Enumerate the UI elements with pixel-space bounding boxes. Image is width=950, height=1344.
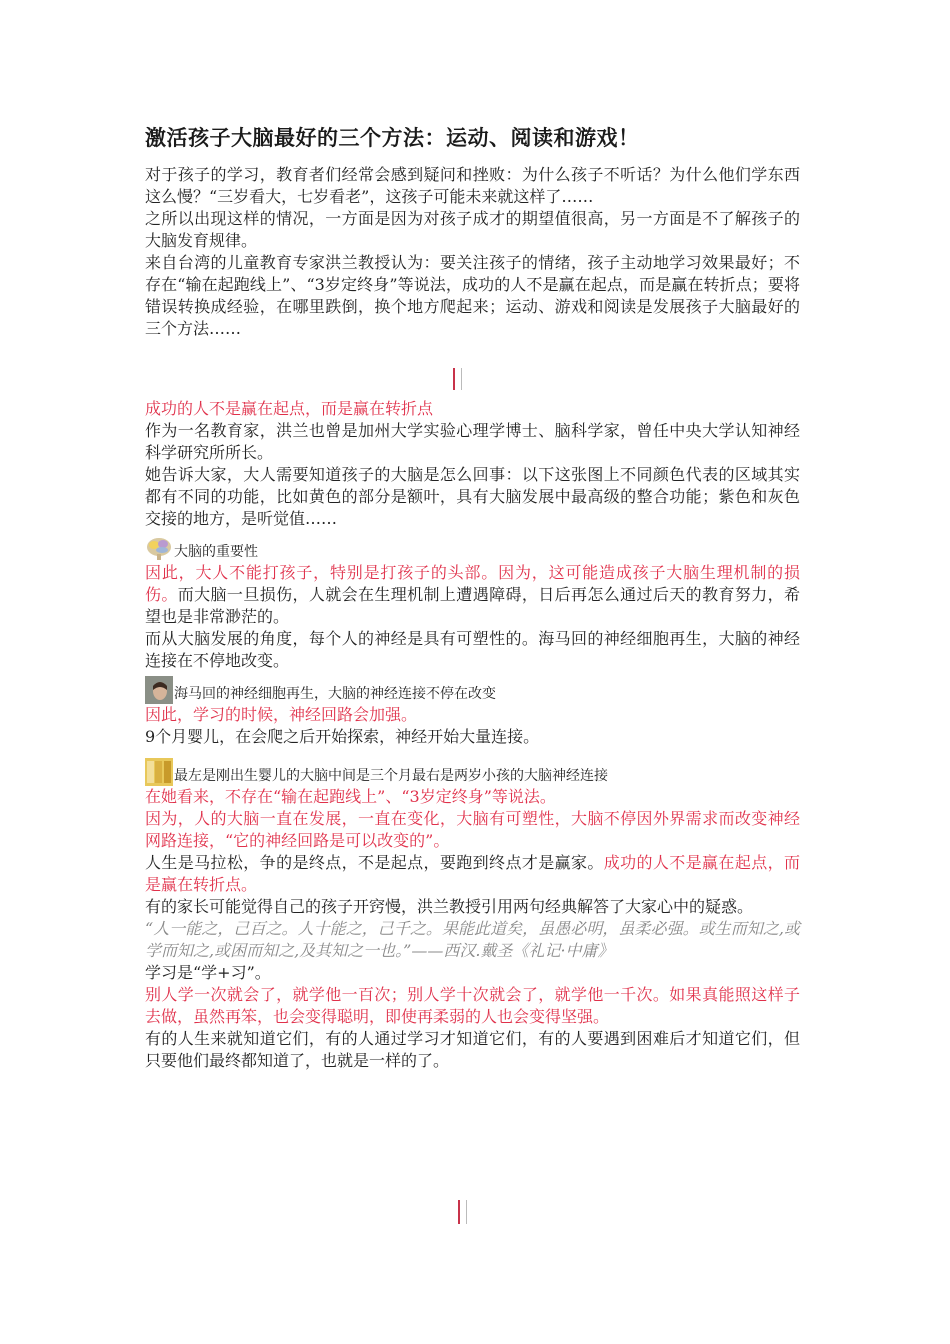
article	[145, 112, 800, 1072]
paragraph-11: 学习是“学+习”。	[145, 963, 271, 982]
neural-connections-image	[145, 758, 173, 786]
paragraph-3-highlight: 因此，大人不能打孩子，特别是打孩子的头部。因为，这可能造成孩子大脑生理机制的损伤。	[145, 563, 800, 604]
paragraph-9-text: 人生是马拉松，争的是终点，不是起点，要跑到终点才是赢家。	[145, 853, 604, 872]
intro-paragraph-2: 之所以出现这样的情况，一方面是因为对孩子成才的期望值很高，另一方面是不了解孩子的大脑发育规律。	[145, 209, 800, 250]
figure-hippocampus	[145, 676, 800, 704]
broken-image-icon	[453, 368, 462, 390]
paragraph-3	[145, 562, 800, 628]
paragraph-12: 别人学一次就会了，就学他一百次；别人学十次就会了，就学他一千次。如果真能照这样子去做，虽然再笨，也会变得聪明，即使再柔弱的人也会变得坚强。	[145, 985, 800, 1026]
paragraph-9	[145, 852, 800, 896]
intro-paragraph-3: 来自台湾的儿童教育专家洪兰教授认为：要关注孩子的情绪，孩子主动地学习效果最好；不存在“输在起跑线上”、“3岁定终身”等说法，成功的人不是赢在起点，而是赢在转折点；要将错误转换成经验，在哪里跌倒，换个地方爬起来；运动、游戏和阅读是发展孩子大脑最好的三个方法……	[145, 253, 800, 338]
intro-paragraph-1: 对于孩子的学习，教育者们经常会感到疑问和挫败：为什么孩子不听话？为什么他们学东西这么慢？“三岁看大，七岁看老”，这孩子可能未来就这样了……	[145, 165, 800, 206]
portrait-image	[145, 676, 173, 704]
caption-neural-connections: 最左是刚出生婴儿的大脑中间是三个月最右是两岁小孩的大脑神经连接	[174, 768, 608, 784]
paragraph-7: 在她看来，不存在“输在起跑线上”、“3岁定终身”等说法。	[145, 787, 556, 806]
caption-brain: 大脑的重要性	[174, 544, 258, 560]
paragraph-13: 有的人生来就知道它们，有的人通过学习才知道它们，有的人要遇到困难后才知道它们，但只要他们最终都知道了，也就是一样的了。	[145, 1029, 800, 1070]
image-placeholder-1	[145, 340, 800, 390]
figure-neural-connections	[145, 758, 800, 786]
figure-brain	[145, 534, 800, 562]
paragraph-6: 9个月婴儿，在会爬之后开始探索，神经开始大量连接。	[145, 727, 540, 746]
classic-quote: “人一能之，己百之。人十能之，己千之。果能此道矣，虽愚必明，虽柔必强。或生而知之,或学而知之,或困而知之,及其知之一也。”——西汉.戴圣《礼记·中庸》	[145, 919, 800, 960]
paragraph-2: 她告诉大家，大人需要知道孩子的大脑是怎么回事：以下这张图上不同颜色代表的区域其实都有不同的功能，比如黄色的部分是额叶，具有大脑发展中最高级的整合功能；紫色和灰色交接的地方，是听觉值……	[145, 465, 800, 528]
paragraph-3-text: 而大脑一旦损伤，人就会在生理机制上遭遇障碍，日后再怎么通过后天的教育努力，希望也是非常渺茫的。	[145, 585, 800, 626]
broken-image-icon-bottom	[458, 1200, 467, 1224]
brain-image	[145, 534, 173, 562]
caption-hippocampus: 海马回的神经细胞再生，大脑的神经连接不停在改变	[174, 686, 496, 702]
paragraph-9-highlight: 成功的人不是赢在起点，而是赢在转折点。	[145, 853, 800, 894]
paragraph-10: 有的家长可能觉得自己的孩子开窍慢，洪兰教授引用两句经典解答了大家心中的疑惑。	[145, 897, 754, 916]
paragraph-8: 因为，人的大脑一直在发展，一直在变化，大脑有可塑性，大脑不停因外界需求而改变神经网路连接，“它的神经回路是可以改变的”。	[145, 809, 800, 850]
paragraph-1: 作为一名教育家，洪兰也曾是加州大学实验心理学博士、脑科学家，曾任中央大学认知神经科学研究所所长。	[145, 421, 800, 462]
paragraph-5: 因此，学习的时候，神经回路会加强。	[145, 705, 418, 724]
paragraph-4: 而从大脑发展的角度，每个人的神经是具有可塑性的。海马回的神经细胞再生，大脑的神经连接在不停地改变。	[145, 629, 800, 670]
article-title: 激活孩子大脑最好的三个方法：运动、阅读和游戏！	[145, 126, 640, 150]
section-heading: 成功的人不是赢在起点，而是赢在转折点	[145, 399, 434, 418]
